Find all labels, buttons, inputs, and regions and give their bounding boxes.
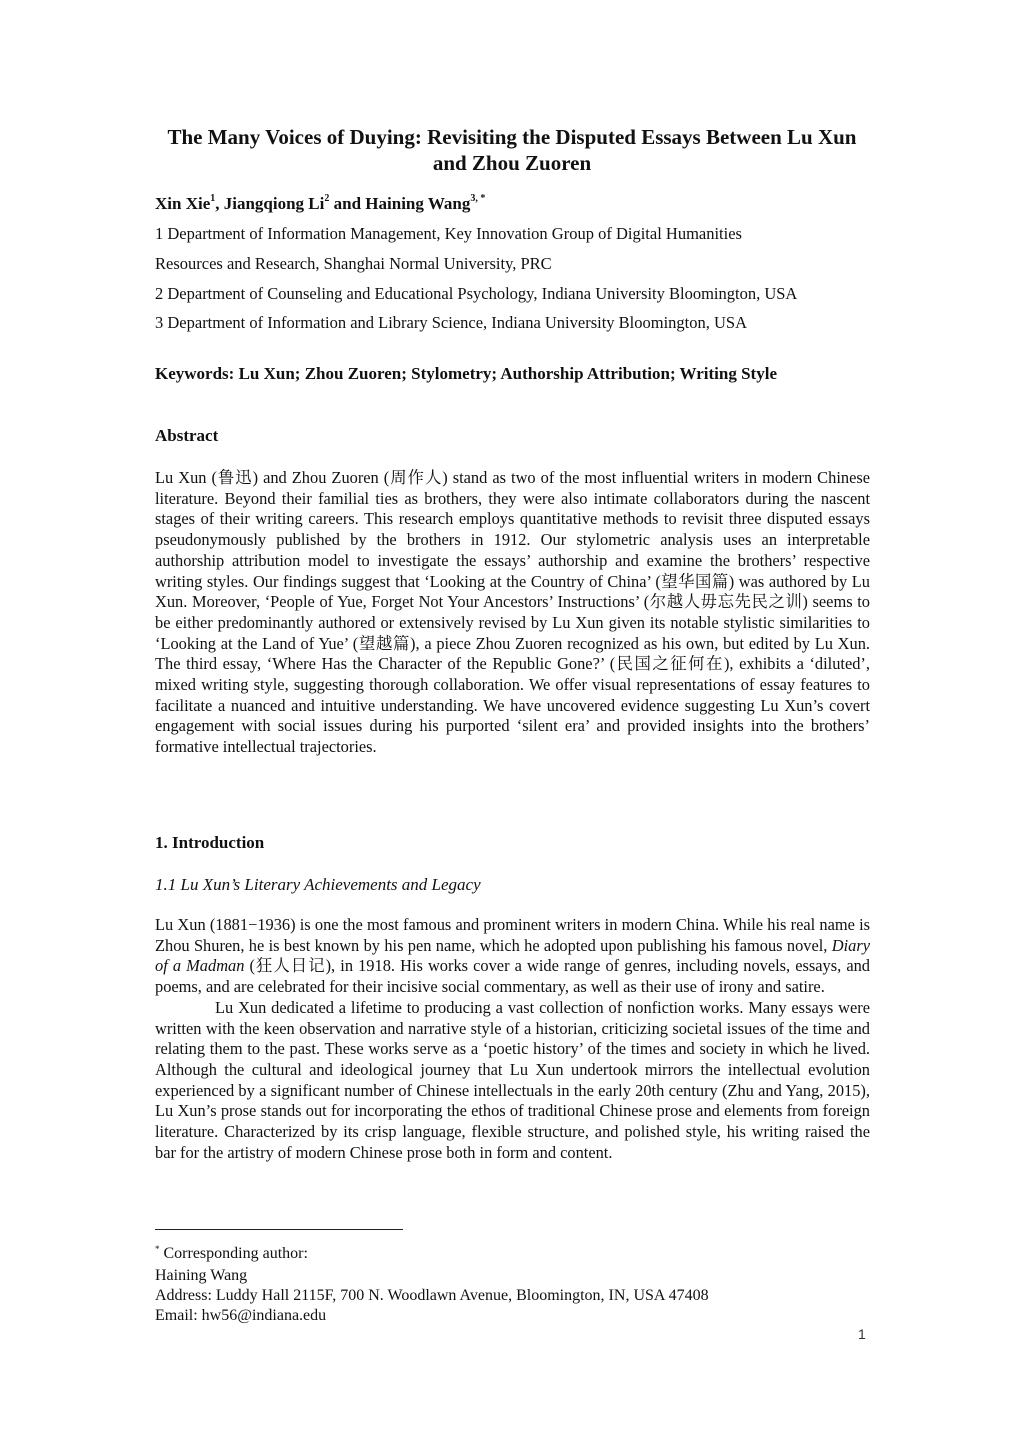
affiliation-line: 2 Department of Counseling and Educational Psychology, Indiana University Bloomington, USA <box>155 284 798 303</box>
author-separator: , <box>215 194 224 213</box>
footnote-rule <box>155 1229 403 1230</box>
intro-text: (狂人日记), in 1918. His works cover a wide range of genres, including novels, essays, and poems, and are celebrated for their incisive social commentary, as well as their use of irony and satire. <box>155 956 870 997</box>
intro-paragraph: Lu Xun dedicated a lifetime to producing a vast collection of nonfiction works. Many essays were written with the keen observation and narrative style of a historian, criticizing societal issues of the time and relating them to the past. These works serve as a ‘poetic history’ of the times and society in which he lived. Although the cultural and ideological journey that Lu Xun undertook mirrors the intellectual evolution experienced by a significant number of Chinese intellectuals in the early 20th century (Zhu and Yang, 2015), Lu Xun’s prose stands out for incorporating the ethos of traditional Chinese prose and elements from foreign literature. Characterized by its crisp language, flexible structure, and polished style, his writing raised the bar for the artistry of modern Chinese prose both in form and content. <box>155 997 870 1162</box>
footnote-marker: * <box>155 1244 160 1254</box>
footnote-address: Address: Luddy Hall 2115F, 700 N. Woodlawn Avenue, Bloomington, IN, USA 47408 <box>155 1287 709 1304</box>
abstract-body <box>155 468 870 758</box>
author-list <box>155 193 485 215</box>
footnote-label <box>155 1244 308 1264</box>
abstract-paragraph: Lu Xun (鲁迅) and Zhou Zuoren (周作人) stand as two of the most influential writers in modern Chinese literature. Beyond their familial ties as brothers, they were also intimate collaborators during the nascent stages of their writing careers. This research employs quantitative methods to revisit three disputed essays pseudonymously published by the brothers in 1912. Our stylometric analysis uses an interpretable authorship attribution model to investigate the essays’ authorship and examine the brothers’ respective writing styles. Our findings suggest that ‘Looking at the Country of China’ (望华国篇) was authored by Lu Xun. Moreover, ‘People of Yue, Forget Not Your Ancestors’ Instructions’ (尔越人毋忘先民之训) seems to be either predominantly authored or extensively revised by Lu Xun given its notable stylistic similarities to ‘Looking at the Land of Yue’ (望越篇), a piece Zhou Zuoren recognized as his own, but edited by Lu Xun. The third essay, ‘Where Has the Character of the Republic Gone?’ (民国之征何在), exhibits a ‘diluted’, mixed writing style, suggesting thorough collaboration. We offer visual representations of essay features to facilitate a nuanced and intuitive understanding. We have uncovered evidence suggesting Lu Xun’s covert engagement with social issues during his purported ‘silent era’ and provided insights into the brothers’ formative intellectual trajectories. <box>155 468 870 757</box>
page-number: 1 <box>858 1326 866 1342</box>
paper-title: The Many Voices of Duying: Revisiting the Disputed Essays Between Lu Xun and Zhou Zuoren <box>167 125 857 175</box>
author-affiliation-marker: 2 <box>324 193 330 204</box>
book-title: Diary of a Madman <box>155 935 870 976</box>
author-separator: and <box>329 194 366 213</box>
abstract-heading: Abstract <box>155 426 219 445</box>
subsection-heading: 1.1 Lu Xun’s Literary Achievements and Legacy <box>155 875 481 894</box>
author-affiliation-marker: 3, * <box>470 193 486 204</box>
author-affiliation-marker: 1 <box>210 193 216 204</box>
author-name: Haining Wang <box>365 194 471 213</box>
affiliation-line: 1 Department of Information Management, Key Innovation Group of Digital Humanities <box>155 224 742 243</box>
author-name: Xin Xie <box>155 194 211 213</box>
affiliation-line: Resources and Research, Shanghai Normal University, PRC <box>155 254 552 273</box>
footnote-label-text: Corresponding author: <box>159 1245 308 1262</box>
footnote-name: Haining Wang <box>155 1267 248 1284</box>
intro-text: Lu Xun (1881−1936) is one the most famous and prominent writers in modern China. While his real name is Zhou Shuren, he is best known by his pen name, which he adopted upon publishing his famous novel, <box>155 915 870 955</box>
affiliation-line: 3 Department of Information and Library Science, Indiana University Bloomington, USA <box>155 313 748 332</box>
keywords-line: Keywords: Lu Xun; Zhou Zuoren; Stylometry; Authorship Attribution; Writing Style <box>155 364 777 383</box>
footnote-email: Email: hw56@indiana.edu <box>155 1307 327 1324</box>
author-name: Jiangqiong Li <box>223 194 325 213</box>
introduction-body <box>155 915 870 1163</box>
section-heading: 1. Introduction <box>155 833 265 852</box>
intro-paragraph <box>155 915 870 998</box>
